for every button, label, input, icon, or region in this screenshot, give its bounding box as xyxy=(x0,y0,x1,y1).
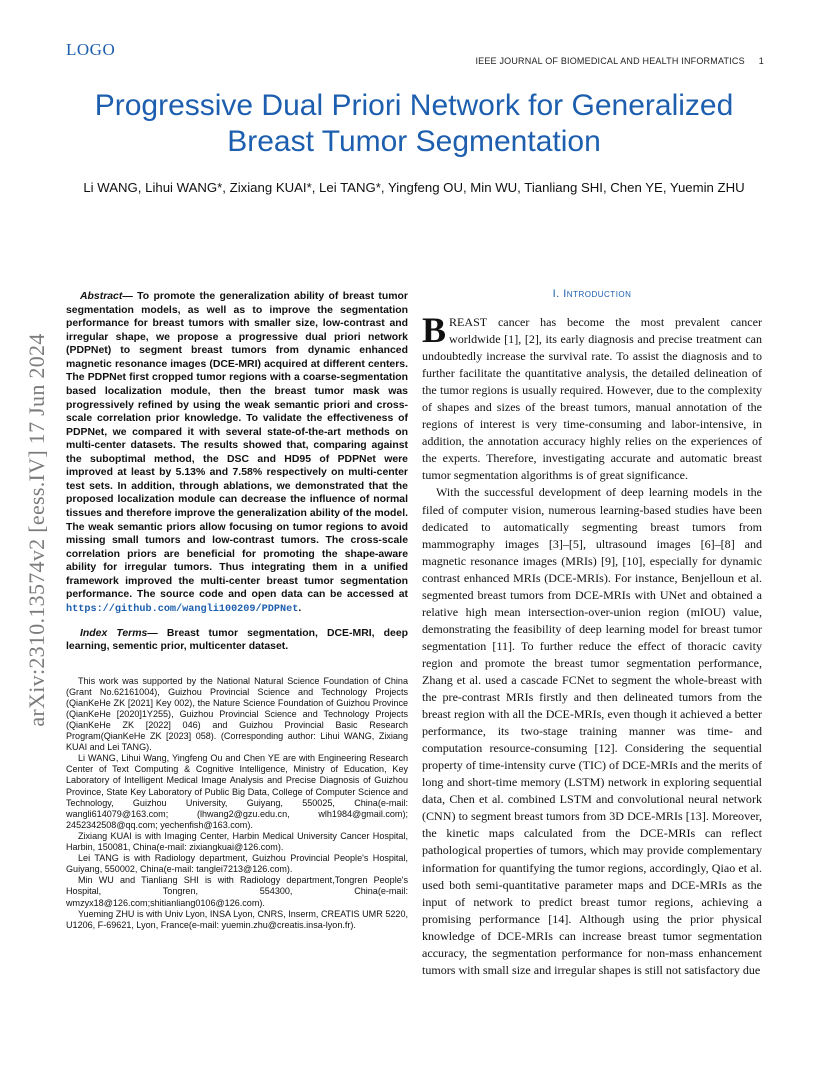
footnote-affiliation: Li WANG, Lihui Wang, Yingfeng Ou and Chen YE are with Engineering Research Center of Text Computing & Cognitive Intelligence, Ministry of Education, Key Laboratory of Intelligent Medical Image Analysis and Precise Diagnosis of Guizhou Province, State Key Laboratory of Public Big Data, College of Computer Science and Technology, Guizhou University, Guiyang, 550025, China(e-mail: wangli614079@163.com; (lhwang2@gzu.edu.cn, wlh1984@gmail.com); 2452342508@qq.com; yechenfish@163.com). xyxy=(66,753,408,830)
intro-paragraph-2: With the successful development of deep learning models in the filed of computer vision, numerous learning-based studies have been dedicated to automatically segmenting breast tumors from mammography images [3]–[5], ultrasound images [6]–[8] and magnetic resonance images (MRIs) [9], [10], especially for dynamic contrast enhanced MRIs (DCE-MRIs). For instance, Benjelloun et al. segmented breast tumors from DCE-MRIs with UNet and obtained a relative high mean intersection-over-union region (mIOU) value, demonstrating the feasibility of deep learning model for breast tumor segmentation [11]. To further reduce the effect of thoracic cavity region and promote the breast tumor segmentation performance, Zhang et al. used a cascade FCNet to segment the whole-breast with the pre-contrast MRIs firstly and then delineated tumors from the breast region with all the DCE-MRIs, even though it achieved a better performance, its two-stage training manner was time- and computation resource-consuming [12]. Considering the sequential property of time-intensity curve (TIC) of DCE-MRIs and the merits of long and short-time memory (LSTM) network in exploring sequential data, Chen et al. combined LSTM and convolutional neural network (CNN) to segment breast tumors from 3D DCE-MRIs [13]. Moreover, the kinetic maps calculated from the DCE-MRIs can reflect pathological properties of tumors, which may provide complementary information for quantifying the tumor regions, accordingly, Qiao et al. used both semi-quantitative parameter maps and DCE-MRIs as the input of network to predict breast tumor regions, achieving a promising performance [14]. Although using the prior physical knowledge of DCE-MRIs can increase breast tumor segmentation accuracy, the segmentation performance for non-mass enhancement tumors with small size and irregular shapes is still not satisfactory due xyxy=(422,485,762,977)
right-column xyxy=(422,288,762,979)
index-terms-text: Breast tumor segmentation, DCE-MRI, deep learning, sementic prior, multicenter dataset. xyxy=(66,627,408,653)
footnote-affiliation: Min WU and Tianliang SHI is with Radiology department,Tongren People's Hospital, Tongren, 554300, China(e-mail: wmzyx18@126.com;shitianliang0106@126.com). xyxy=(66,875,408,908)
index-terms-label: Index Terms— xyxy=(80,627,158,639)
section-number: I. xyxy=(552,288,560,300)
footnote-affiliation: Lei TANG is with Radiology department, Guizhou Provincial People's Hospital, Guiyang, 550002, China(e-mail: tanglei7213@126.com). xyxy=(66,853,408,875)
footnotes xyxy=(66,676,408,931)
intro-text-1: cancer has become the most prevalent cancer worldwide [1], [2], its early diagnosis and precise treatment can undoubtedly increase the survival rate. To assist the diagnosis and to further facilitate the quantitative analysis, the detailed delineation of the tumor regions is usually required. However, due to the complexity of shapes and sizes of the breast tumors, manual annotation of the regions of interest is very time-consuming and labor-intensive, in addition, the annotation accuracy highly relies on the experiences of the experts. Therefore, investigating accurate and automatic breast tumor segmentation algorithms is of great significance. xyxy=(422,315,762,483)
footnote-affiliation: Zixiang KUAI is with Imaging Center, Harbin Medical University Cancer Hospital, Harbin, 150081, China(e-mail: zixiangkuai@126.com). xyxy=(66,830,408,853)
abstract-label: Abstract— xyxy=(80,291,133,302)
footnote-funding: This work was supported by the National Natural Science Foundation of China (Grant No.62161004), Guizhou Provincial Science and Technology Projects (QianKeHe ZK [2021] Key 002), the Nature Science Foundation of Guizhou Province (QianKeHe [2020]1Y255), Guizhou Provincial Science and Technology Projects (QianKeHe ZK [2022] 046) and Guizhou Provincial Basic Research Program(QianKeHe ZK [2023] 058). (Corresponding author: Lihui WANG, Zixiang KUAI and Lei TANG). xyxy=(66,675,408,753)
arxiv-stamp xyxy=(24,290,50,770)
paper-title: Progressive Dual Priori Network for Generalized Breast Tumor Segmentation xyxy=(94,89,734,158)
logo: LOGO xyxy=(66,40,116,59)
abstract-end: . xyxy=(298,602,302,614)
index-terms xyxy=(66,627,408,654)
code-link[interactable]: https://github.com/wangli100209/PDPNet xyxy=(66,603,299,615)
abstract-text: To promote the generalization ability of breast tumor segmentation models, as well as to improve the segmentation performance for breast tumors with smaller size, low-contrast and irregular shape, we propose a progressive dual priori network (PDPNet) to segment breast tumors from dynamic enhanced magnetic resonance images (DCE-MRI) acquired at different centers. The PDPNet first cropped tumor regions with a coarse-segmentation based localization module, then the breast tumor mask was progressively refined by using the weak semantic priori and cross-scale correlation prior knowledge. To validate the effectiveness of PDPNet, we compared it with several state-of-the-art methods on multi-center datasets. The results showed that, comparing against the suboptimal method, the DSC and HD95 of PDPNet were improved at least by 5.13% and 7.58% respectively on multi-center test sets. In addition, through ablations, we demonstrated that the proposed localization module can decrease the influence of normal tissues and therefore improve the generalization ability of the model. The weak semantic priors allow focusing on tumor regions to avoid missing small tumors and low-contrast tumors. The cross-scale correlation priors are beneficial for promoting the shape-aware ability for irregular tumors. Thus integrating them in a unified framework improved the multi-center breast tumor segmentation performance. The source code and open data can be accessed at xyxy=(66,291,408,601)
drop-cap: B xyxy=(422,310,447,350)
intro-paragraph-1 xyxy=(422,310,762,484)
author-list: Li WANG, Lihui WANG*, Zixiang KUAI*, Lei TANG*, Yingfeng OU, Min WU, Tianliang SHI, Chen YE, Yuemin ZHU xyxy=(83,180,745,195)
running-header xyxy=(475,56,764,66)
page-number: 1 xyxy=(758,56,764,66)
footnote-affiliation: Yueming ZHU is with Univ Lyon, INSA Lyon, CNRS, Inserm, CREATIS UMR 5220, U1206, F-69621, Lyon, France(e-mail: yuemin.zhu@creatis.insa-lyon.fr). xyxy=(66,908,408,930)
left-column xyxy=(66,290,408,931)
section-title: Introduction xyxy=(563,288,632,300)
arxiv-stamp-text: arXiv:2310.13574v2 [eess.IV] 17 Jun 2024 xyxy=(24,333,49,727)
abstract xyxy=(66,290,408,617)
section-heading xyxy=(422,288,762,300)
first-word: REAST xyxy=(449,315,488,329)
journal-name: IEEE JOURNAL OF BIOMEDICAL AND HEALTH INFORMATICS xyxy=(475,56,745,66)
